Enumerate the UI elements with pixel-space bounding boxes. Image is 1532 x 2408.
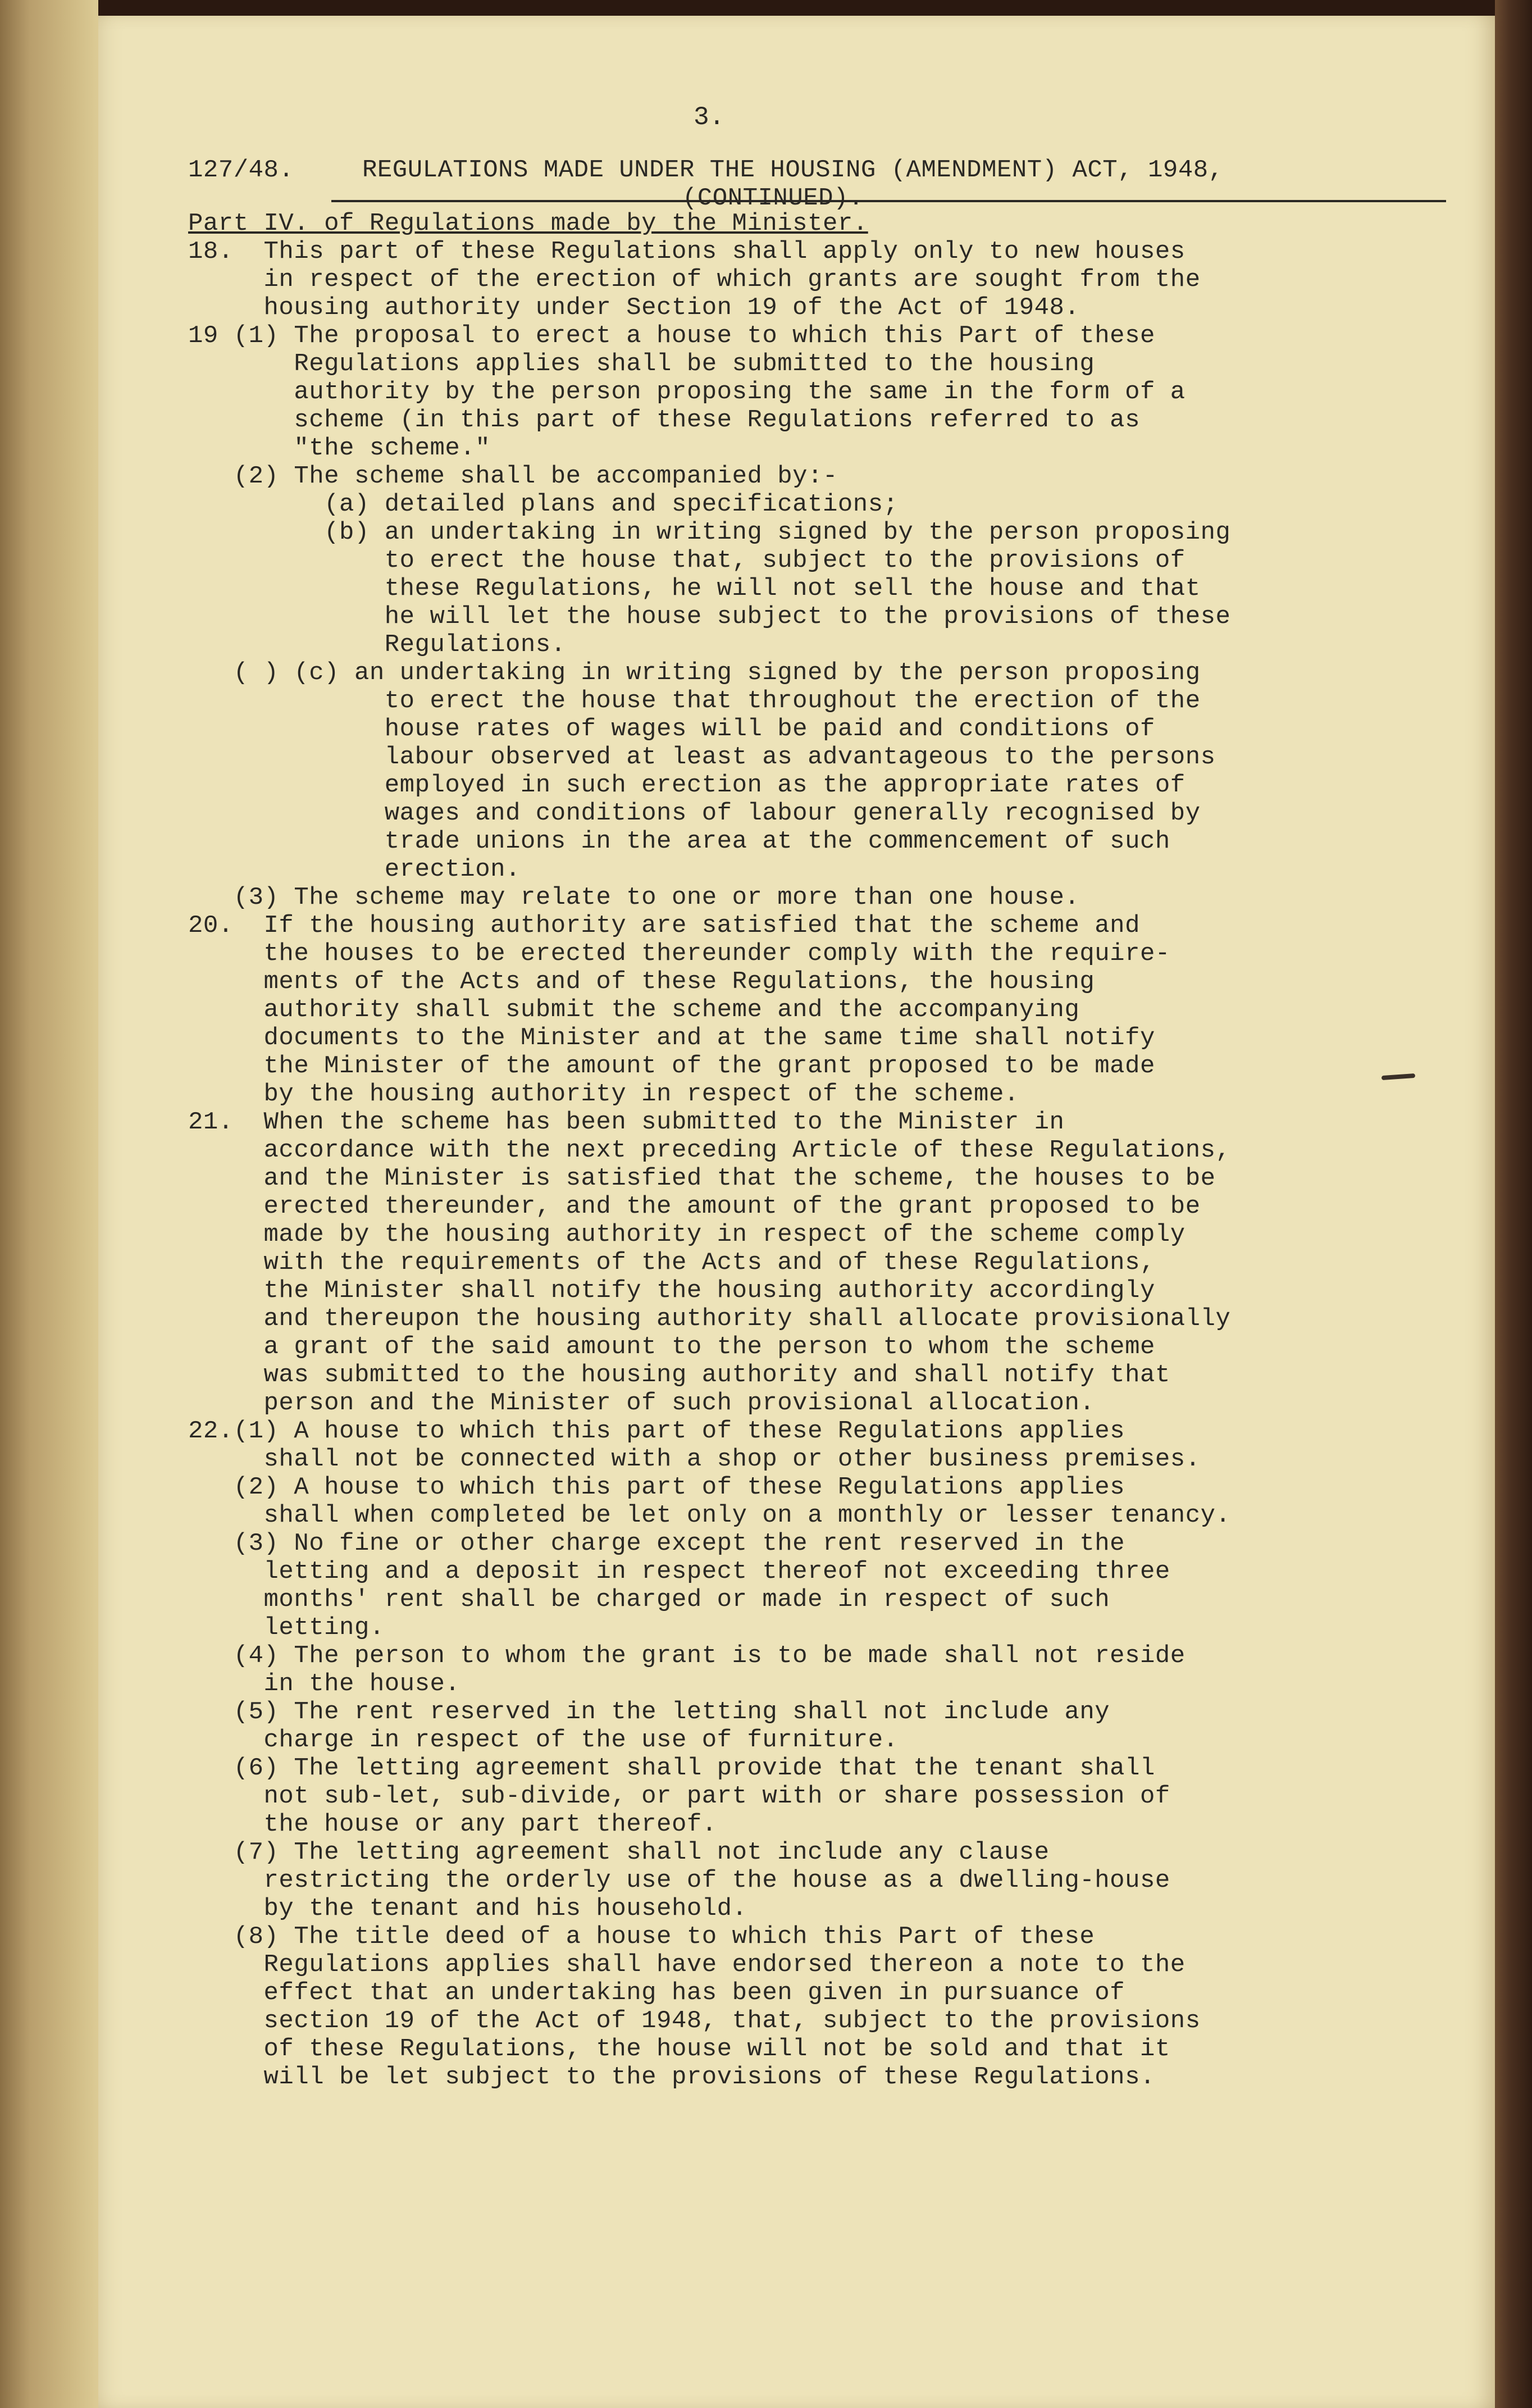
line-number (188, 2063, 264, 2091)
text-line (188, 1249, 1452, 1277)
line-text: (a) detailed plans and specifications; (324, 490, 899, 518)
line-text: letting and a deposit in respect thereof not exceeding three (263, 1558, 1170, 1586)
line-text: (b) an undertaking in writing signed by the person proposing (324, 518, 1231, 547)
line-text: not sub-let, sub-divide, or part with or share possession of (263, 1782, 1170, 1810)
text-line (188, 1361, 1452, 1389)
text-line (188, 1192, 1452, 1221)
text-line (188, 1838, 1452, 1867)
line-text: documents to the Minister and at the same time shall notify (263, 1024, 1155, 1052)
line-number: 21. (188, 1108, 264, 1136)
text-line (188, 1333, 1452, 1361)
page-number: 3. (694, 103, 725, 132)
line-number (188, 518, 324, 547)
line-number (188, 1305, 264, 1333)
left-page-edge (0, 0, 98, 2408)
line-text: The letting agreement shall provide that the tenant shall (294, 1754, 1155, 1782)
text-line (188, 1810, 1452, 1838)
text-line (188, 238, 1452, 266)
line-text: the Minister of the amount of the grant proposed to be made (263, 1052, 1155, 1080)
line-number (188, 687, 385, 715)
line-number (188, 771, 385, 799)
line-number (188, 631, 385, 659)
line-text: to erect the house that throughout the erection of the (384, 687, 1201, 715)
text-line (188, 687, 1452, 715)
line-number (188, 1221, 264, 1249)
line-number (188, 968, 264, 996)
line-number (188, 406, 294, 434)
line-text: charge in respect of the use of furniture. (263, 1726, 899, 1754)
line-text: The title deed of a house to which this Part of these (294, 1923, 1095, 1951)
text-line (188, 434, 1452, 462)
text-line (188, 322, 1452, 350)
text-line (188, 996, 1452, 1024)
line-text: by the housing authority in respect of the scheme. (263, 1080, 1019, 1108)
line-number: (3) (188, 884, 294, 912)
line-text: erection. (384, 855, 521, 884)
text-line (188, 1417, 1452, 1445)
line-number (188, 940, 264, 968)
text-line (188, 575, 1452, 603)
line-number (188, 827, 385, 855)
line-number (188, 547, 385, 575)
text-line (188, 1445, 1452, 1473)
text-line (188, 266, 1452, 294)
line-number (188, 1361, 264, 1389)
text-line (188, 1614, 1452, 1642)
line-text: The letting agreement shall not include any clause (294, 1838, 1050, 1867)
text-line (188, 912, 1452, 940)
line-number: 19 (1) (188, 322, 294, 350)
text-line (188, 1108, 1452, 1136)
line-text: person and the Minister of such provisional allocation. (263, 1389, 1095, 1417)
line-text: he will let the house subject to the provisions of these (384, 603, 1231, 631)
line-text: was submitted to the housing authority and shall notify that (263, 1361, 1170, 1389)
line-text: A house to which this part of these Regulations applies (294, 1417, 1125, 1445)
text-line (188, 1726, 1452, 1754)
line-text: letting. (263, 1614, 385, 1642)
text-line (188, 1642, 1452, 1670)
line-number (188, 799, 385, 827)
line-text: the houses to be erected thereunder comply with the require- (263, 940, 1170, 968)
text-line (188, 743, 1452, 771)
text-line (188, 2007, 1452, 2035)
text-line (188, 799, 1452, 827)
line-text: accordance with the next preceding Article of these Regulations, (263, 1136, 1231, 1164)
text-line (188, 631, 1452, 659)
text-line (188, 715, 1452, 743)
part-heading: Part IV. of Regulations made by the Minister. (188, 210, 868, 238)
text-line (188, 1754, 1452, 1782)
line-number (188, 266, 264, 294)
line-text: erected thereunder, and the amount of the grant proposed to be (263, 1192, 1201, 1221)
line-text: The person to whom the grant is to be made shall not reside (294, 1642, 1186, 1670)
text-line (188, 884, 1452, 912)
line-number (188, 1810, 264, 1838)
line-text: a grant of the said amount to the person to whom the scheme (263, 1333, 1155, 1361)
document-title: REGULATIONS MADE UNDER THE HOUSING (AMENDMENT) ACT, 1948, (362, 156, 1224, 184)
text-line (188, 1024, 1452, 1052)
text-line (188, 1136, 1452, 1164)
top-edge (0, 0, 1532, 16)
line-text: Regulations. (384, 631, 566, 659)
line-text: of these Regulations, the house will not be sold and that it (263, 2035, 1170, 2063)
text-line (188, 1923, 1452, 1951)
line-text: No fine or other charge except the rent reserved in the (294, 1530, 1125, 1558)
text-line (188, 1501, 1452, 1530)
line-text: Regulations applies shall have endorsed thereon a note to the (263, 1951, 1186, 1979)
line-text: "the scheme." (294, 434, 491, 462)
line-text: will be let subject to the provisions of these Regulations. (263, 2063, 1155, 2091)
line-number (188, 1867, 264, 1895)
text-line (188, 1951, 1452, 1979)
text-line (188, 603, 1452, 631)
line-text: and thereupon the housing authority shall allocate provisionally (263, 1305, 1231, 1333)
text-line (188, 1782, 1452, 1810)
line-number (188, 1445, 264, 1473)
line-text: shall not be connected with a shop or other business premises. (263, 1445, 1201, 1473)
line-number (188, 1726, 264, 1754)
document-title-continued: (CONTINUED). (682, 184, 864, 212)
text-line (188, 1698, 1452, 1726)
text-line (188, 1586, 1452, 1614)
text-line (188, 1895, 1452, 1923)
line-number: (4) (188, 1642, 294, 1670)
header-underline (331, 200, 1446, 202)
line-number (188, 1136, 264, 1164)
text-line (188, 2063, 1452, 2091)
document-ref: 127/48. (188, 156, 294, 184)
line-number (188, 1895, 264, 1923)
line-text: (c) an undertaking in writing signed by the person proposing (294, 659, 1201, 687)
text-line (188, 771, 1452, 799)
line-text: scheme (in this part of these Regulations referred to as (294, 406, 1140, 434)
line-text: to erect the house that, subject to the provisions of (384, 547, 1186, 575)
line-number (188, 294, 264, 322)
line-number (188, 1558, 264, 1586)
line-number: (8) (188, 1923, 294, 1951)
text-line (188, 1080, 1452, 1108)
line-text: When the scheme has been submitted to the Minister in (263, 1108, 1065, 1136)
line-number (188, 1249, 264, 1277)
line-number (188, 350, 294, 378)
line-text: the Minister shall notify the housing authority accordingly (263, 1277, 1155, 1305)
text-line (188, 350, 1452, 378)
text-line (188, 1389, 1452, 1417)
line-text: The scheme may relate to one or more than one house. (294, 884, 1080, 912)
line-text: the house or any part thereof. (263, 1810, 717, 1838)
text-line (188, 547, 1452, 575)
line-number: 20. (188, 912, 264, 940)
line-number: 18. (188, 238, 264, 266)
line-number (188, 1277, 264, 1305)
line-number (188, 996, 264, 1024)
line-number (188, 490, 324, 518)
text-line (188, 1305, 1452, 1333)
line-number (188, 1614, 264, 1642)
line-number: (3) (188, 1530, 294, 1558)
document-page (98, 16, 1495, 2408)
text-line (188, 294, 1452, 322)
line-text: housing authority under Section 19 of the Act of 1948. (263, 294, 1080, 322)
text-line (188, 462, 1452, 490)
book-binding (1495, 0, 1532, 2408)
line-text: labour observed at least as advantageous to the persons (384, 743, 1216, 771)
line-number (188, 1052, 264, 1080)
line-text: employed in such erection as the appropriate rates of (384, 771, 1186, 799)
text-line (188, 1530, 1452, 1558)
line-number (188, 1080, 264, 1108)
line-text: and the Minister is satisfied that the scheme, the houses to be (263, 1164, 1216, 1192)
line-number (188, 1586, 264, 1614)
line-number: (7) (188, 1838, 294, 1867)
line-number (188, 1389, 264, 1417)
line-text: The scheme shall be accompanied by:- (294, 462, 838, 490)
line-text: these Regulations, he will not sell the house and that (384, 575, 1201, 603)
line-number (188, 1501, 264, 1530)
line-text: restricting the orderly use of the house as a dwelling-house (263, 1867, 1170, 1895)
line-text: The proposal to erect a house to which this Part of these (294, 322, 1155, 350)
line-number: (5) (188, 1698, 294, 1726)
line-text: in respect of the erection of which grants are sought from the (263, 266, 1201, 294)
line-number: (2) (188, 1473, 294, 1501)
text-line (188, 406, 1452, 434)
text-line (188, 827, 1452, 855)
line-text: made by the housing authority in respect of the scheme comply (263, 1221, 1186, 1249)
text-line (188, 855, 1452, 884)
text-line (188, 2035, 1452, 2063)
text-line (188, 490, 1452, 518)
line-number (188, 2035, 264, 2063)
text-line (188, 1473, 1452, 1501)
text-line (188, 1221, 1452, 1249)
body-lines (188, 210, 1452, 2091)
text-line (188, 1052, 1452, 1080)
text-line (188, 1277, 1452, 1305)
line-text: A house to which this part of these Regulations applies (294, 1473, 1125, 1501)
line-number (188, 2007, 264, 2035)
line-number (188, 1333, 264, 1361)
text-line (188, 1558, 1452, 1586)
line-number: (2) (188, 462, 294, 490)
line-text: effect that an undertaking has been given in pursuance of (263, 1979, 1125, 2007)
line-number (188, 1782, 264, 1810)
line-text: with the requirements of the Acts and of these Regulations, (263, 1249, 1155, 1277)
line-text: by the tenant and his household. (263, 1895, 747, 1923)
line-number (188, 1164, 264, 1192)
line-number (188, 1951, 264, 1979)
text-line (188, 378, 1452, 406)
text-line (188, 659, 1452, 687)
text-line (188, 1867, 1452, 1895)
line-text: Regulations applies shall be submitted to the housing (294, 350, 1095, 378)
line-text: authority shall submit the scheme and the accompanying (263, 996, 1080, 1024)
line-number (188, 743, 385, 771)
line-number (188, 434, 294, 462)
text-line (188, 518, 1452, 547)
line-number (188, 715, 385, 743)
line-text: shall when completed be let only on a monthly or lesser tenancy. (263, 1501, 1231, 1530)
line-number (188, 378, 294, 406)
text-line (188, 940, 1452, 968)
line-number (188, 575, 385, 603)
line-text: months' rent shall be charged or made in respect of such (263, 1586, 1110, 1614)
line-text: in the house. (263, 1670, 460, 1698)
text-line (188, 1164, 1452, 1192)
line-text: authority by the person proposing the same in the form of a (294, 378, 1186, 406)
line-text: ments of the Acts and of these Regulations, the housing (263, 968, 1095, 996)
line-number (188, 1024, 264, 1052)
text-line (188, 968, 1452, 996)
line-text: wages and conditions of labour generally recognised by (384, 799, 1201, 827)
line-text: trade unions in the area at the commencement of such (384, 827, 1170, 855)
line-number (188, 855, 385, 884)
line-number (188, 1670, 264, 1698)
line-number (188, 1979, 264, 2007)
line-number (188, 603, 385, 631)
text-line (188, 1979, 1452, 2007)
line-number: 22.(1) (188, 1417, 294, 1445)
line-text: This part of these Regulations shall apply only to new houses (263, 238, 1186, 266)
line-text: house rates of wages will be paid and conditions of (384, 715, 1155, 743)
line-number (188, 1192, 264, 1221)
line-number: ( ) (188, 659, 294, 687)
line-text: The rent reserved in the letting shall not include any (294, 1698, 1110, 1726)
line-text: section 19 of the Act of 1948, that, subject to the provisions (263, 2007, 1201, 2035)
text-line (188, 1670, 1452, 1698)
line-number: (6) (188, 1754, 294, 1782)
line-text: If the housing authority are satisfied that the scheme and (263, 912, 1140, 940)
